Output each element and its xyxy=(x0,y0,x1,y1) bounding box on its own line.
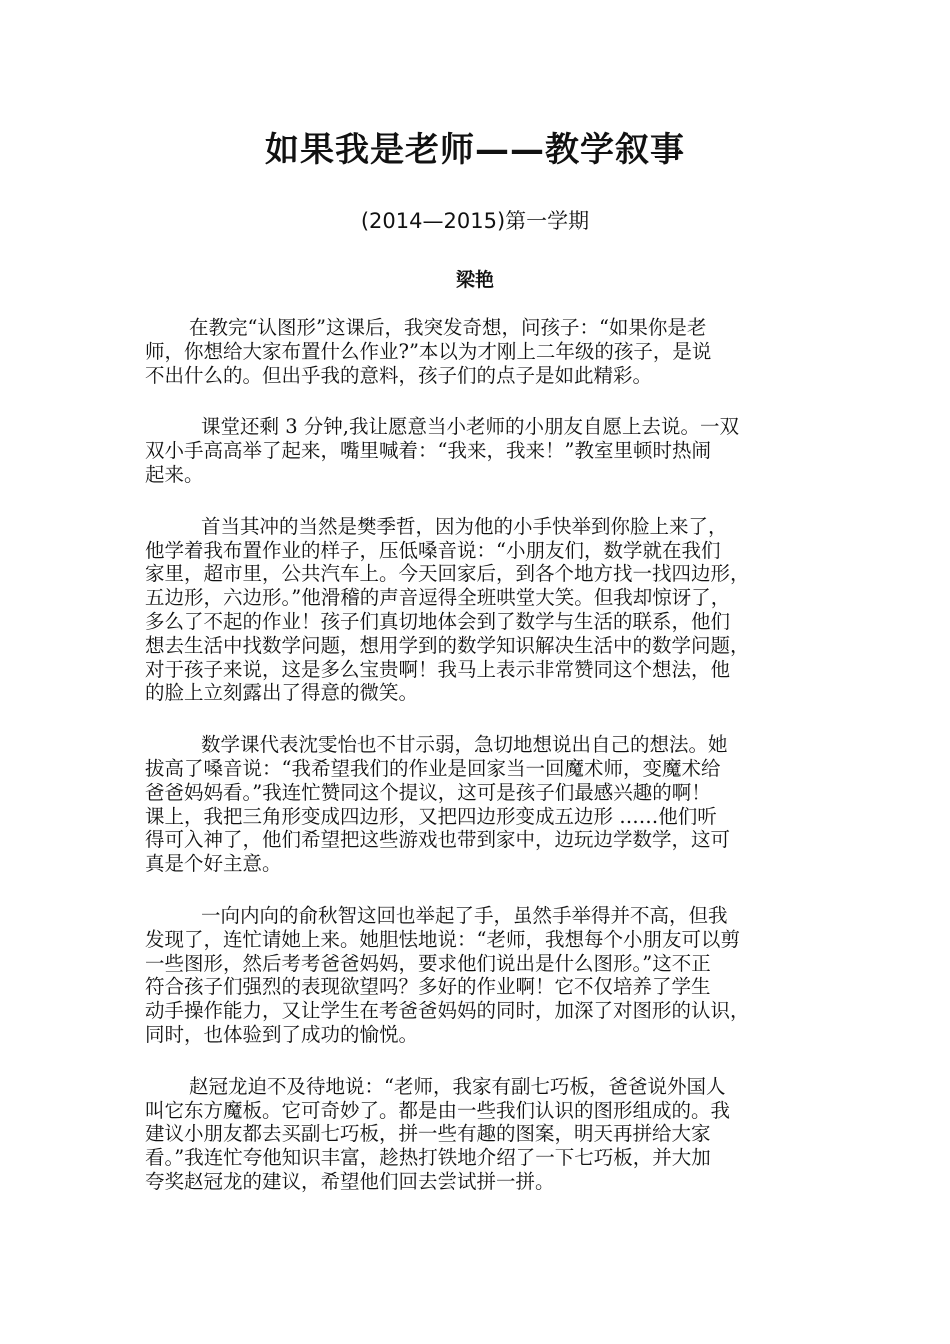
paragraph-line: 起来。 xyxy=(145,462,204,486)
paragraph-line: 动手操作能力，又让学生在考爸爸妈妈的同时，加深了对图形的认识， xyxy=(145,999,750,1023)
author-name: 梁艳 xyxy=(455,269,494,291)
paragraph-line: 对于孩子来说，这是多么宝贵啊！我马上表示非常赞同这个想法，他 xyxy=(145,657,731,681)
semester-subtitle: (2014—2015)第一学期 xyxy=(360,209,590,233)
page-title: 如果我是老师——教学叙事 xyxy=(265,130,685,170)
paragraph-line: 爸爸妈妈看。”我连忙赞同这个提议，这可是孩子们最感兴趣的啊！ xyxy=(145,780,711,804)
paragraph-line: 真是个好主意。 xyxy=(145,852,282,876)
paragraph-line: 得可入神了，他们希望把这些游戏也带到家中，边玩边学数学，这可 xyxy=(145,828,731,852)
paragraph-line: 夸奖赵冠龙的建议，希望他们回去尝试拼一拼。 xyxy=(145,1169,555,1193)
paragraph-line: 五边形，六边形。”他滑稽的声音逗得全班哄堂大笑。但我却惊讶了， xyxy=(145,586,731,610)
paragraph xyxy=(145,515,815,705)
paragraph-line: 一向内向的俞秋智这回也举起了手，虽然手举得并不高，但我 xyxy=(201,903,728,927)
paragraph-line: 符合孩子们强烈的表现欲望吗？多好的作业啊！它不仅培养了学生 xyxy=(145,975,711,999)
paragraph-line: 课上，我把三角形变成四边形，又把四边形变成五边形 ……他们听 xyxy=(145,804,717,828)
paragraph-line: 在教完“认图形”这课后，我突发奇想，问孩子：“如果你是老 xyxy=(189,316,707,339)
paragraph-line: 多么了不起的作业！孩子们真切地体会到了数学与生活的联系，他们 xyxy=(145,609,731,633)
paragraph-line: 双小手高高举了起来，嘴里喊着：“我来，我来！”教室里顿时热闹 xyxy=(145,439,711,463)
paragraph-line: 一些图形，然后考考爸爸妈妈，要求他们说出是什么图形。”这不正 xyxy=(145,951,711,975)
paragraph-line: 同时，也体验到了成功的愉悦。 xyxy=(145,1022,419,1046)
paragraph-line: 拔高了嗓音说：“我希望我们的作业是回家当一回魔术师，变魔术给 xyxy=(145,756,721,780)
paragraph-line: 数学课代表沈雯怡也不甘示弱，急切地想说出自己的想法。她 xyxy=(201,733,728,757)
paragraph-line: 发现了，连忙请她上来。她胆怯地说：“老师，我想每个小朋友可以剪 xyxy=(145,927,740,951)
paragraph-line: 看。”我连忙夸他知识丰富，趁热打铁地介绍了一下七巧板，并大加 xyxy=(145,1146,711,1170)
paragraph-line: 首当其冲的当然是樊季哲，因为他的小手快举到你脸上来了， xyxy=(201,514,728,538)
paragraph-line: 他学着我布置作业的样子，压低嗓音说：“小朋友们，数学就在我们 xyxy=(145,538,721,562)
paragraph xyxy=(145,904,815,1047)
paragraph-line: 师，你想给大家布置什么作业?”本以为才刚上二年级的孩子，是说 xyxy=(145,339,712,363)
paragraph xyxy=(145,316,815,387)
paragraph-line: 不出什么的。但出乎我的意料，孩子们的点子是如此精彩。 xyxy=(145,363,653,387)
paragraph-line: 家里，超市里，公共汽车上。今天回家后，到各个地方找一找四边形， xyxy=(145,562,750,586)
paragraph-line: 叫它东方魔板。它可奇妙了。都是由一些我们认识的图形组成的。我 xyxy=(145,1098,731,1122)
paragraph-line: 的脸上立刻露出了得意的微笑。 xyxy=(145,681,419,705)
paragraph xyxy=(145,733,815,876)
paragraph xyxy=(145,415,815,486)
paragraph-line: 课堂还剩 3 分钟,我让愿意当小老师的小朋友自愿上去说。一双 xyxy=(201,415,740,439)
article-body xyxy=(145,316,815,1222)
paragraph xyxy=(145,1075,815,1194)
paragraph-line: 赵冠龙迫不及待地说：“老师，我家有副七巧板，爸爸说外国人 xyxy=(189,1074,726,1098)
paragraph-line: 建议小朋友都去买副七巧板，拼一些有趣的图案，明天再拼给大家 xyxy=(145,1122,711,1146)
paragraph-line: 想去生活中找数学问题，想用学到的数学知识解决生活中的数学问题， xyxy=(145,633,750,657)
